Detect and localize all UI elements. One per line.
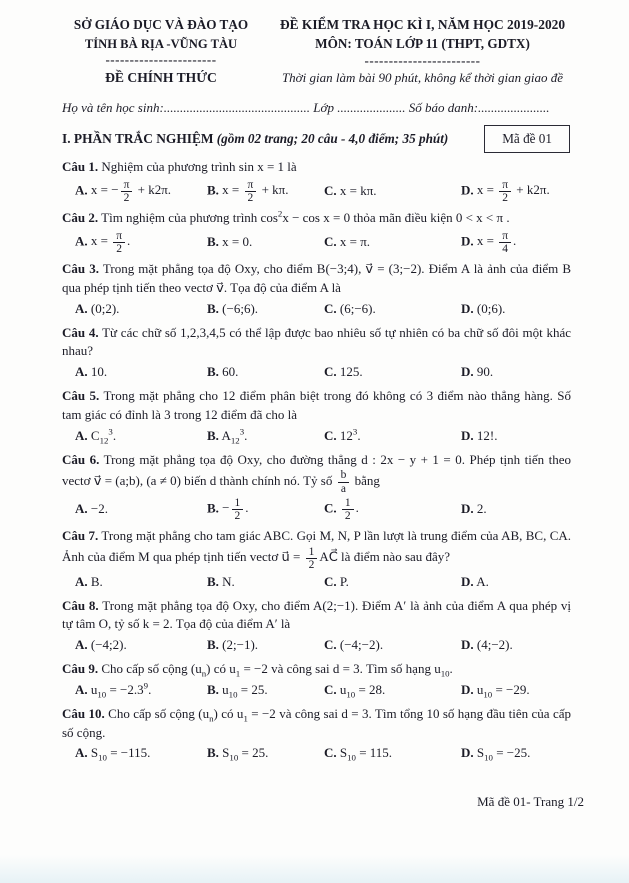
option-b-letter: B. [207, 681, 219, 697]
question-number-label: Câu 5. [62, 388, 100, 404]
option-c-letter: C. [324, 637, 337, 653]
student-info-line: Họ và tên học sinh:............................................. Lớp ..................... Số báo danh:...................... [62, 100, 550, 116]
option-c-letter: C. [324, 183, 337, 199]
issuing-authority-block [62, 15, 260, 88]
option-a [75, 681, 205, 700]
option-b-text: − $\frac{1}{2}$ . [222, 496, 249, 522]
option-a [75, 230, 205, 255]
question [62, 260, 571, 319]
question-statement: Tìm nghiệm của phương trình $\cos^2x - \cos x = 0$ thỏa mãn điều kiện 0 < x < π . [101, 208, 510, 226]
options-row [62, 427, 571, 446]
option-a [75, 363, 205, 382]
question-statement: Trong mặt phẳng tọa độ Oxy, cho điểm A(2;−1). Điểm A′ là ảnh của điểm A qua phép vị tự tâm O, tỷ số k = 2. Tọa độ của điểm A′ là [62, 597, 572, 632]
option-a [75, 500, 205, 519]
section-subtitle: (gồm 02 trang; 20 câu - 4,0 điểm; 35 phút) [216, 131, 449, 147]
option-d-text: x = $\frac{\pi}{2}$ + k2π. [476, 178, 550, 204]
exam-code-box: Mã đề 01 [484, 125, 570, 153]
questions-list [62, 158, 571, 763]
question-statement: Trong mặt phẳng cho tam giác ABC. Gọi M, N, P lần lượt là trung điểm của AB, BC, CA. Ảnh của điểm M qua phép tịnh tiến vectơ u⃗ = $\frac{1}{2}$ AC⃗ là điểm nào sau đây? [62, 527, 571, 571]
option-a-letter: A. [75, 233, 88, 249]
options-row [62, 230, 571, 255]
option-b-letter: B. [207, 427, 219, 443]
question-number-label: Câu 3. [62, 261, 99, 277]
option-a-letter: A. [75, 573, 88, 589]
question [62, 705, 571, 764]
option-a-letter: A. [75, 637, 88, 653]
option-d [461, 681, 571, 700]
question [62, 324, 571, 383]
question [62, 660, 571, 700]
section-title: I. PHẦN TRẮC NGHIỆM [62, 131, 214, 147]
option-b-letter: B. [207, 300, 219, 316]
option-d-text: 90. [476, 364, 494, 380]
option-a-text: (−4;2). [90, 637, 127, 653]
option-b-text: N. [222, 573, 235, 589]
option-b [207, 636, 322, 655]
option-a-letter: A. [75, 745, 88, 761]
option-d-text: x = $\frac{\pi}{4}$ . [476, 229, 517, 255]
left-separator: ----------------------- [105, 52, 217, 68]
question-statement: Nghiệm của phương trình sin x = 1 là [101, 159, 297, 175]
options-row [62, 497, 571, 522]
option-b [207, 233, 322, 252]
exam-duration: Thời gian làm bài 90 phút, không kể thời gian giao đề [281, 70, 564, 86]
exam-title-block [260, 15, 571, 88]
option-c-text: x = π. [339, 234, 371, 250]
option-d-text: $u_{10} = -29$. [476, 681, 530, 700]
option-a [75, 744, 205, 763]
option-a-text: 10. [90, 364, 108, 380]
option-a-text: −2. [90, 500, 108, 516]
option-c [324, 363, 459, 382]
option-c [324, 573, 459, 592]
option-a-letter: A. [75, 500, 88, 516]
question-text [62, 705, 571, 743]
option-a-text: (0;2). [90, 300, 120, 316]
option-b-letter: B. [207, 364, 219, 380]
option-d-letter: D. [461, 427, 474, 443]
option-c-letter: C. [324, 573, 337, 589]
option-a [75, 636, 205, 655]
option-c [324, 427, 459, 446]
province-name: TỈNH BÀ RỊA -VŨNG TÀU [84, 37, 238, 52]
option-b-letter: B. [207, 234, 219, 250]
question-text [62, 597, 571, 635]
option-d-letter: D. [461, 500, 474, 516]
question-statement: Cho cấp số cộng $(u_n)$ có $u_1 = -2$ và công sai d = 3. Tìm tổng 10 số hạng đầu tiên của cấp số cộng. [62, 705, 571, 740]
question-statement: Trong mặt phẳng tọa độ Oxy, cho điểm B(−3;4), v⃗ = (3;−2). Điểm A là ảnh của điểm B qua phép tịnh tiến theo vectơ v⃗. Tọa độ của điểm A là [62, 261, 572, 295]
option-c-text: $S_{10} = 115$. [339, 745, 393, 764]
department-name: SỞ GIÁO DỤC VÀ ĐÀO TẠO [73, 17, 249, 32]
option-b [207, 573, 322, 592]
options-row [62, 300, 571, 319]
page-footer: Mã đề 01- Trang 1/2 [477, 794, 584, 809]
option-c-letter: C. [324, 300, 337, 316]
question [62, 597, 571, 656]
option-d-letter: D. [461, 233, 474, 249]
option-c-text: x = kπ. [339, 183, 377, 199]
option-b [207, 497, 322, 522]
option-b [207, 179, 322, 204]
question-text [62, 209, 571, 228]
option-b-text: $u_{10} = 25$. [222, 681, 268, 700]
option-c-letter: C. [324, 427, 337, 443]
exam-header [62, 15, 571, 88]
options-row [62, 681, 571, 700]
option-b [207, 300, 322, 319]
question-text [62, 324, 571, 362]
option-d [461, 230, 571, 255]
option-d [461, 744, 571, 763]
option-b-text: x = $\frac{\pi}{2}$ + kπ. [222, 178, 289, 204]
option-d [461, 427, 571, 446]
option-d-letter: D. [461, 637, 474, 653]
option-d [461, 573, 571, 592]
option-b-text: $S_{10} = 25$. [222, 745, 269, 764]
option-c [324, 233, 459, 252]
question-statement: Trong mặt phẳng cho 12 điểm phân biệt trong đó không có 3 điểm nào thẳng hàng. Số tam giác có đỉnh là 3 trong 12 điểm đã cho là [62, 388, 571, 422]
option-d-letter: D. [461, 745, 474, 761]
official-exam-label: ĐỀ CHÍNH THỨC [105, 70, 217, 86]
option-d-text: $S_{10} = -25$. [476, 745, 531, 764]
option-d [461, 179, 571, 204]
option-a [75, 300, 205, 319]
option-c [324, 497, 459, 522]
option-c [324, 744, 459, 763]
exam-subject: MÔN: TOÁN LỚP 11 (THPT, GDTX) [315, 36, 530, 52]
question-statement: Cho cấp số cộng $(u_n)$ có $u_1 = -2$ và công sai d = 3. Tìm số hạng $u_{10}$. [101, 661, 453, 679]
question [62, 158, 571, 204]
option-b-letter: B. [207, 637, 219, 653]
option-a-letter: A. [75, 364, 88, 380]
option-c [324, 300, 459, 319]
option-d [461, 636, 571, 655]
option-b [207, 363, 322, 382]
option-b-letter: B. [207, 182, 219, 198]
option-a [75, 573, 205, 592]
options-row [62, 573, 571, 592]
option-d-text: A. [476, 573, 489, 589]
option-d [461, 500, 571, 519]
option-c-text: (−4;−2). [339, 637, 384, 653]
option-d-letter: D. [461, 364, 474, 380]
options-row [62, 179, 571, 204]
question-statement: Từ các chữ số 1,2,3,4,5 có thể lập được bao nhiêu số tự nhiên có ba chữ số đôi một khác nhau? [62, 324, 572, 359]
question-text [62, 660, 571, 679]
option-c-text: 125. [339, 364, 363, 380]
option-b [207, 427, 322, 446]
option-c-letter: C. [324, 745, 337, 761]
option-a-text: $S_{10} = -115$. [90, 745, 151, 764]
option-a-text: x = − $\frac{\pi}{2}$ + k2π. [90, 178, 172, 204]
option-c-letter: C. [324, 500, 337, 516]
option-a [75, 427, 205, 446]
question [62, 387, 571, 446]
question-number-label: Câu 8. [62, 597, 99, 613]
option-a-letter: A. [75, 182, 88, 198]
option-d-text: 12!. [476, 427, 498, 443]
question-text [62, 387, 571, 425]
section-heading-row [62, 125, 571, 153]
option-b-letter: B. [207, 745, 219, 761]
question-text [62, 527, 571, 571]
option-c-text: $\frac{1}{2}$ . [340, 500, 359, 515]
exam-title: ĐỀ KIỂM TRA HỌC KÌ I, NĂM HỌC 2019-2020 [279, 17, 566, 32]
question-text [62, 158, 571, 177]
question-text [62, 451, 571, 495]
options-row [62, 636, 571, 655]
option-b-letter: B. [207, 500, 219, 516]
option-b-text: (−6;6). [222, 300, 259, 316]
question-text [62, 260, 571, 298]
option-b-text: x = 0. [222, 234, 253, 250]
right-separator: ------------------------ [364, 52, 481, 68]
option-d [461, 300, 571, 319]
option-c-text: $12^3$. [339, 426, 361, 443]
option-c-text: P. [339, 573, 349, 589]
option-b-text: $A_{12}^3$. [221, 426, 248, 446]
question-number-label: Câu 9. [62, 661, 99, 677]
option-a-text: $C_{12}^3$. [90, 426, 117, 446]
option-c-letter: C. [324, 234, 337, 250]
question-number-label: Câu 10. [62, 705, 105, 721]
option-d-letter: D. [461, 573, 474, 589]
question-number-label: Câu 4. [62, 324, 99, 340]
option-b-letter: B. [207, 573, 219, 589]
option-d-letter: D. [461, 300, 474, 316]
section-heading [62, 129, 448, 149]
options-row [62, 363, 571, 382]
question [62, 451, 571, 522]
question [62, 527, 571, 592]
question [62, 209, 571, 255]
question-statement: Trong mặt phẳng tọa độ Oxy, cho đường thẳng d : 2x − y + 1 = 0. Phép tịnh tiến theo vectơ v⃗ = (a;b), (a ≠ 0) biến d thành chính nó. Tỷ số $\frac{b}{a}$ bằng [62, 451, 572, 495]
option-c [324, 636, 459, 655]
option-a-letter: A. [75, 681, 88, 697]
option-a-text: $u_{10} = -2.3^9$. [90, 680, 152, 700]
option-a-text: x = $\frac{\pi}{2}$ . [90, 229, 131, 255]
option-d-letter: D. [461, 681, 474, 697]
option-d-text: (0;6). [476, 300, 506, 316]
question-number-label: Câu 2. [62, 210, 99, 226]
option-c-letter: C. [324, 364, 337, 380]
option-b [207, 744, 322, 763]
option-c [324, 182, 459, 201]
option-d-text: 2. [476, 500, 487, 516]
option-d-text: (4;−2). [476, 637, 513, 653]
option-c-text: (6;−6). [339, 300, 376, 316]
option-a [75, 179, 205, 204]
question-number-label: Câu 1. [62, 159, 99, 175]
option-a-text: B. [90, 573, 103, 589]
question-number-label: Câu 6. [62, 451, 100, 467]
option-c-text: $u_{10} = 28$. [339, 681, 386, 700]
option-b-text: (2;−1). [222, 637, 259, 653]
option-c [324, 681, 459, 700]
option-a-letter: A. [75, 427, 88, 443]
question-number-label: Câu 7. [62, 527, 99, 543]
option-d [461, 363, 571, 382]
option-a-letter: A. [75, 300, 88, 316]
options-row [62, 744, 571, 763]
option-b [207, 681, 322, 700]
option-b-text: 60. [222, 364, 239, 380]
option-c-letter: C. [324, 681, 337, 697]
option-d-letter: D. [461, 182, 474, 198]
